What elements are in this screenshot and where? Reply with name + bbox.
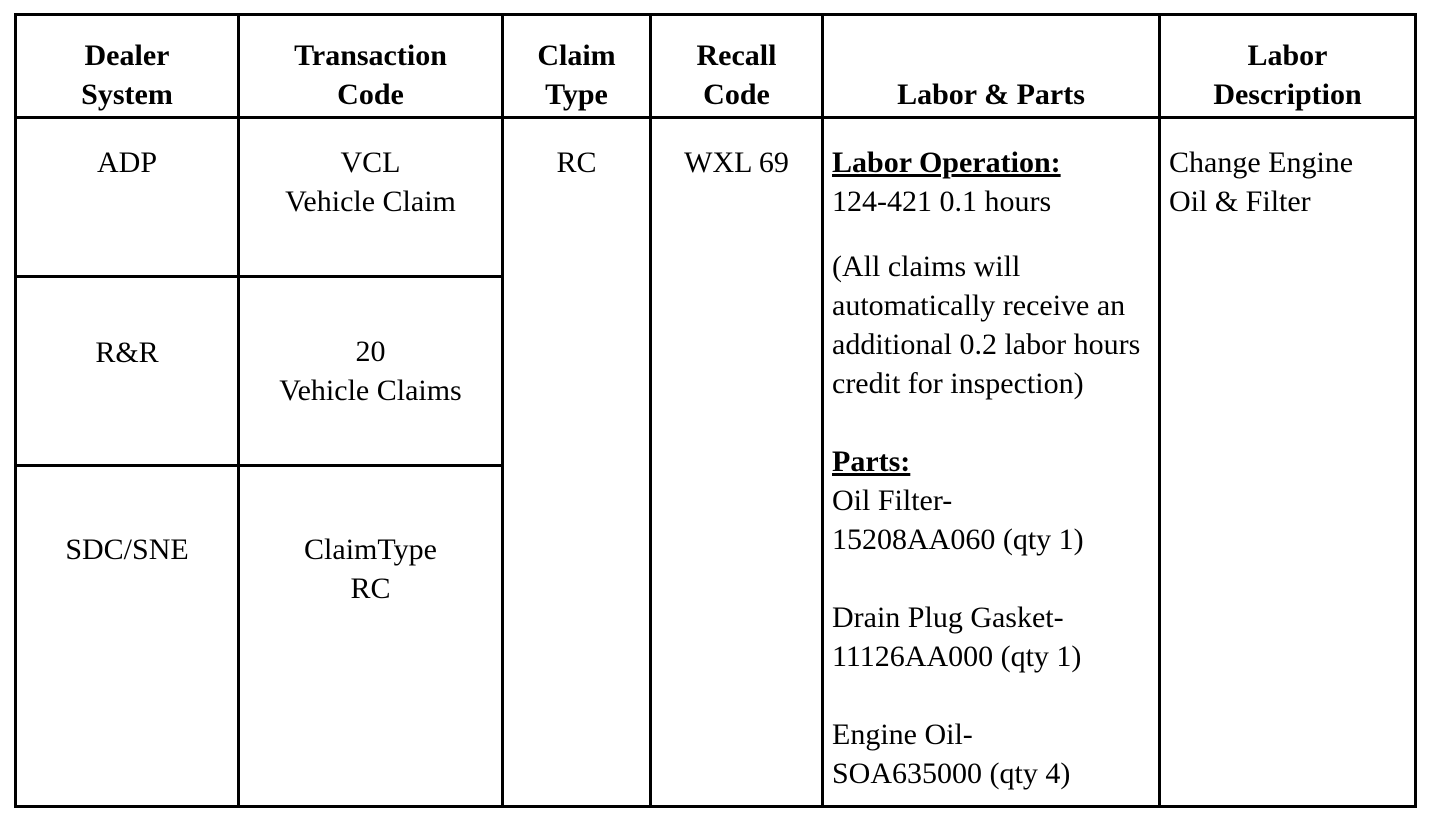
labor-operation-heading: Labor Operation: [832, 146, 1061, 179]
transaction-code-adp: VCL Vehicle Claim [239, 118, 503, 277]
labor-note-line: (All claims will [832, 250, 1021, 283]
labor-note-line: credit for inspection) [832, 367, 1084, 400]
transaction-code-sdc-sne: ClaimType RC [239, 466, 503, 807]
claim-type-cell: RC [503, 118, 651, 807]
header-claim-type: Claim Type [503, 15, 651, 118]
part-engine-oil-name: Engine Oil- [832, 718, 973, 751]
recall-code-cell: WXL 69 [651, 118, 823, 807]
dealer-system-adp: ADP [16, 118, 239, 277]
table-row [16, 118, 1416, 277]
part-engine-oil-number: SOA635000 (qty 4) [832, 757, 1071, 790]
header-transaction-code: Transaction Code [239, 15, 503, 118]
dealer-system-sdc-sne: SDC/SNE [16, 466, 239, 807]
part-drain-plug-gasket-number: 11126AA000 (qty 1) [832, 640, 1082, 673]
parts-heading: Parts: [832, 445, 911, 478]
labor-operation-line: 124-421 0.1 hours [832, 185, 1052, 218]
labor-parts-cell [823, 118, 1160, 807]
recall-claim-table [14, 13, 1417, 808]
header-dealer-system: Dealer System [16, 15, 239, 118]
header-row [16, 15, 1416, 118]
part-oil-filter-number: 15208AA060 (qty 1) [832, 523, 1084, 556]
transaction-code-rr: 20 Vehicle Claims [239, 277, 503, 466]
header-labor-parts: Labor & Parts [823, 15, 1160, 118]
part-oil-filter-name: Oil Filter- [832, 484, 953, 517]
dealer-system-rr: R&R [16, 277, 239, 466]
header-labor-description: Labor Description [1160, 15, 1416, 118]
labor-description-cell: Change Engine Oil & Filter [1160, 118, 1416, 807]
header-recall-code: Recall Code [651, 15, 823, 118]
part-drain-plug-gasket-name: Drain Plug Gasket- [832, 601, 1064, 634]
labor-note-line: automatically receive an [832, 289, 1126, 322]
labor-note-line: additional 0.2 labor hours [832, 328, 1141, 361]
